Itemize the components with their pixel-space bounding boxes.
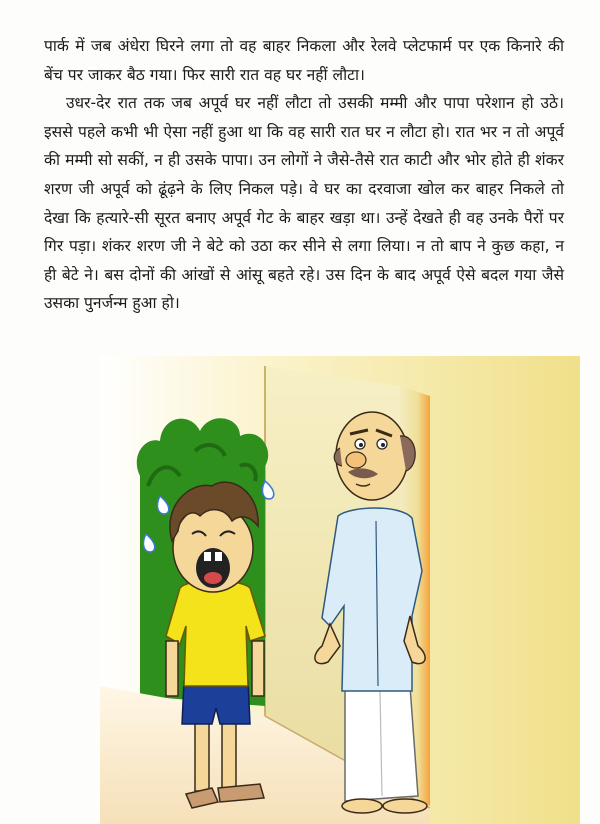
paragraph-2: उधर-देर रात तक जब अपूर्व घर नहीं लौटा तो उसकी मम्मी और पापा परेशान हो उठे। इससे पहले कभी भी ऐसा नहीं हुआ था कि वह सारी रात घर न लौटा हो। रात भर न तो अपूर्व की मम्मी सो सकीं, न ही उसके पापा। उन लोगों ने जैसे-तैसे रात काटी और भोर होते ही शंकर शरण जी अपूर्व को ढूंढ़ने के लिए निकल पड़े। वे घर का दरवाजा खोल कर बाहर निकले तो देखा कि हत्यारे-सी सूरत बनाए अपूर्व गेट के बाहर खड़ा था। उन्हें देखते ही वह उनके पैरों पर गिर पड़ा। शंकर शरण जी ने बेटे को उठा कर सीने से लगा लिया। न तो बाप ने कुछ कहा, न ही बेटे ने। बस दोनों की आंखों से आंसू बहते रहे। उस दिन के बाद अपूर्व ऐसे बदल गया जैसे उसका पुनर्जन्म हुआ हो। xyxy=(44,94,564,313)
story-illustration xyxy=(100,356,580,824)
story-text xyxy=(44,32,564,318)
paragraph-1: पार्क में जब अंधेरा घिरने लगा तो वह बाहर निकला और रेलवे प्लेटफार्म पर एक किनारे की बेंच पर जाकर बैठ गया। फिर सारी रात वह घर नहीं लौटा। xyxy=(44,37,564,84)
